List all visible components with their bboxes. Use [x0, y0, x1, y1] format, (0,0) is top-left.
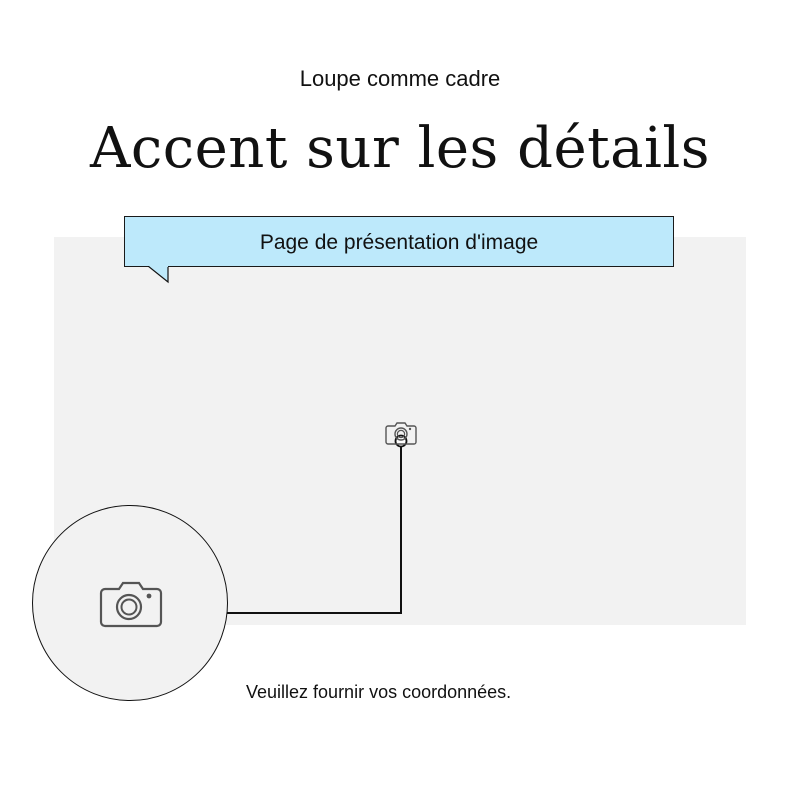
magnifier-lens: [32, 505, 228, 701]
magnified-camera-icon: [99, 578, 163, 630]
callout-tail: [148, 266, 170, 284]
footer-instruction: Veuillez fournir vos coordonnées.: [246, 682, 512, 702]
callout-label: Page de présentation d'image: [259, 231, 539, 254]
page-subtitle: Loupe comme cadre: [299, 66, 501, 91]
camera-icon[interactable]: [385, 420, 417, 446]
callout-banner: [124, 216, 674, 267]
page-title: Accent sur les détails: [89, 116, 711, 181]
